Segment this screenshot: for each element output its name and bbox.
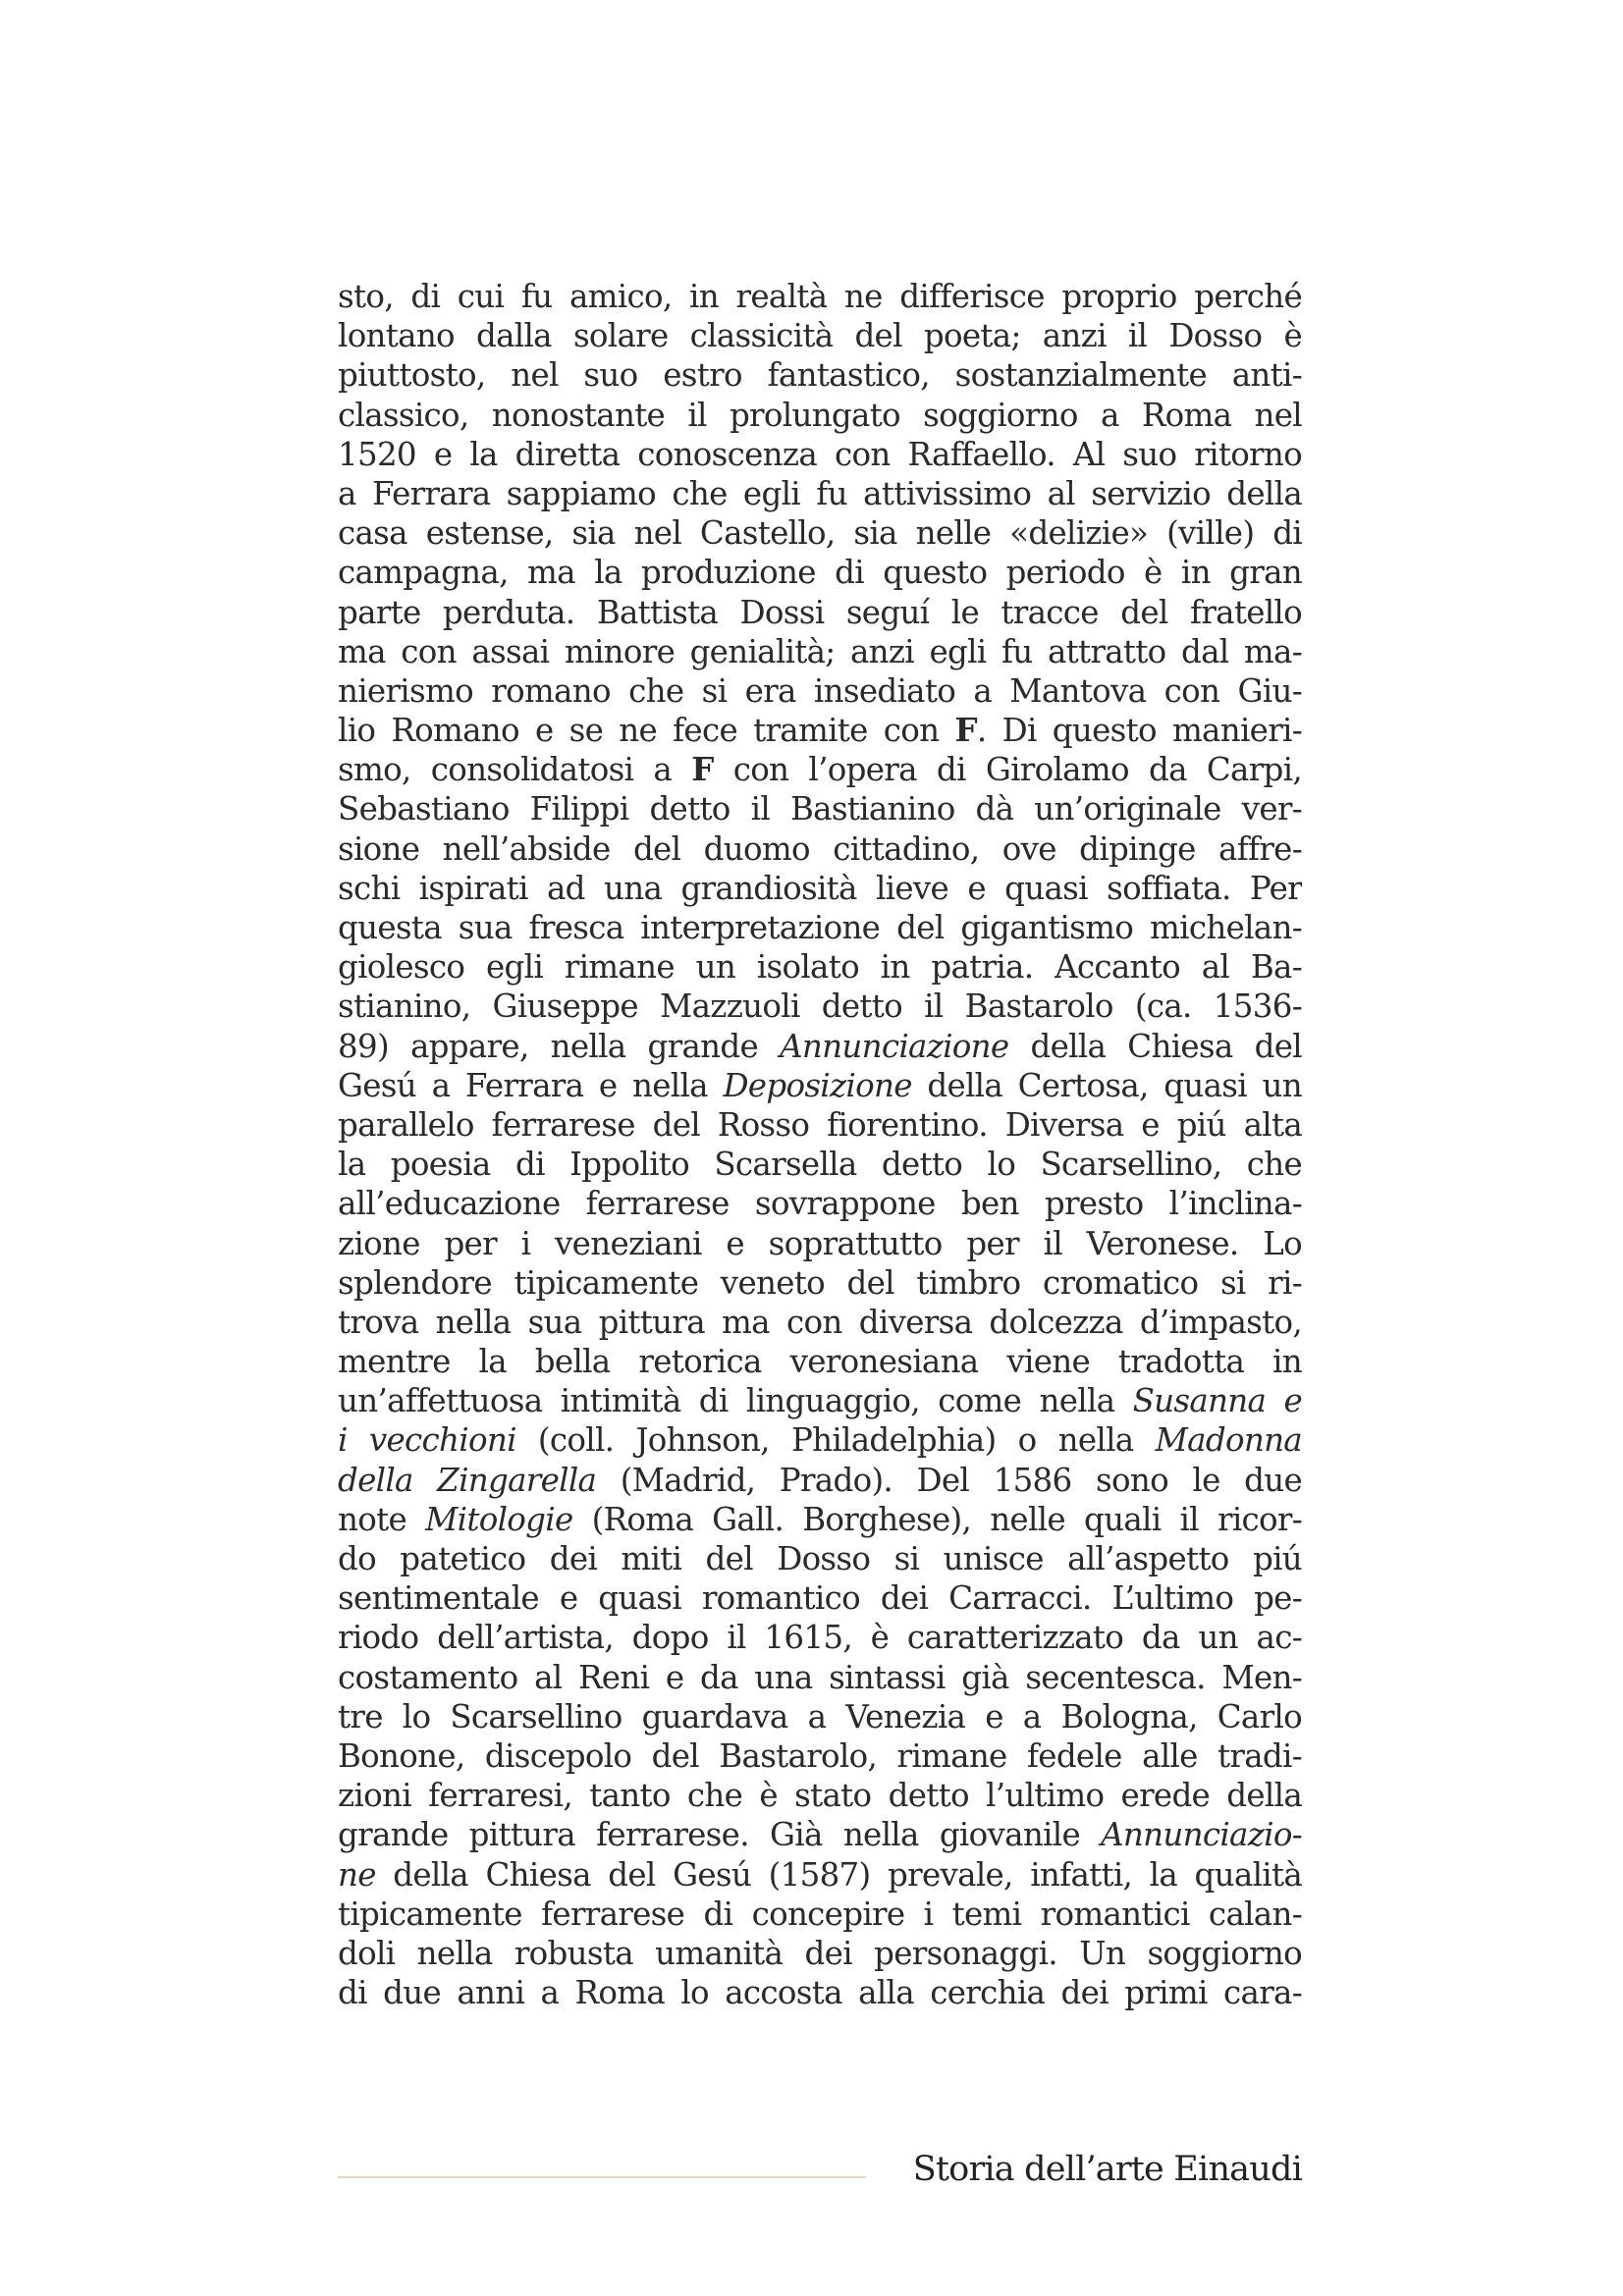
text-line bbox=[338, 277, 1302, 316]
text-run: della Chiesa del Gesú (1587) prevale, infatti, la qualità bbox=[375, 1855, 1302, 1894]
text-line bbox=[338, 1815, 1302, 1854]
text-line bbox=[338, 1658, 1302, 1697]
text-run: 89) appare, nella grande bbox=[338, 1027, 781, 1065]
bold-text: F bbox=[954, 711, 977, 750]
text-run: all’educazione ferrarese sovrappone ben presto l’inclina- bbox=[338, 1185, 1302, 1223]
text-line bbox=[338, 632, 1302, 671]
text-line bbox=[338, 1145, 1302, 1184]
italic-text: della Zingarella bbox=[338, 1461, 597, 1499]
text-line bbox=[338, 1224, 1302, 1263]
text-line bbox=[338, 987, 1302, 1026]
text-run: la poesia di Ippolito Scarsella detto lo Scarsellino, che bbox=[338, 1146, 1302, 1184]
text-line bbox=[338, 711, 1302, 750]
text-line bbox=[338, 1736, 1302, 1776]
text-run: trova nella sua pittura ma con diversa dolcezza d’impasto, bbox=[338, 1303, 1302, 1341]
text-line bbox=[338, 593, 1302, 632]
text-run: parallelo ferrarese del Rosso fiorentino. Diversa e piú alta bbox=[338, 1105, 1302, 1144]
text-run: parte perduta. Battista Dossi seguí le tracce del fratello bbox=[338, 593, 1302, 631]
text-line bbox=[338, 1539, 1302, 1578]
text-line bbox=[338, 1578, 1302, 1618]
text-run: stianino, Giuseppe Mazzuoli detto il Bastarolo (ca. 1536- bbox=[338, 988, 1302, 1026]
text-run: smo, consolidatosi a bbox=[338, 751, 692, 789]
text-line bbox=[338, 474, 1302, 513]
text-line bbox=[338, 1618, 1302, 1657]
text-run: . Di questo manieri- bbox=[976, 712, 1302, 750]
italic-text: ne bbox=[338, 1855, 376, 1894]
text-run: zione per i veneziani e soprattutto per il Veronese. Lo bbox=[338, 1224, 1302, 1262]
text-run: della Certosa, quasi un bbox=[911, 1066, 1302, 1104]
text-run: questa sua fresca interpretazione del gigantismo michelan- bbox=[338, 909, 1302, 946]
text-line bbox=[338, 1500, 1302, 1539]
text-line bbox=[338, 1855, 1302, 1895]
text-run: riodo dell’artista, dopo il 1615, è caratterizzato da un ac- bbox=[338, 1619, 1302, 1657]
text-run: Bonone, discepolo del Bastarolo, rimane fedele alle tradi- bbox=[338, 1736, 1302, 1775]
text-line bbox=[338, 1184, 1302, 1223]
text-run: mentre la bella retorica veronesiana viene tradotta in bbox=[338, 1343, 1302, 1381]
text-run: (coll. Johnson, Philadelphia) o nella bbox=[515, 1421, 1156, 1460]
italic-text: Deposizione bbox=[723, 1066, 912, 1104]
text-line bbox=[338, 396, 1302, 435]
text-run: schi ispirati ad una grandiosità lieve e quasi soffiata. Per bbox=[338, 869, 1302, 907]
italic-text: Annunciazione bbox=[780, 1027, 1009, 1065]
text-run: lio Romano e se ne fece tramite con bbox=[338, 712, 955, 750]
footer-title: Storia dell’arte Einaudi bbox=[912, 2150, 1302, 2189]
italic-text: i vecchioni bbox=[338, 1421, 516, 1460]
italic-text: Mitologie bbox=[425, 1500, 573, 1538]
text-line bbox=[338, 869, 1302, 908]
text-line bbox=[338, 1342, 1302, 1381]
text-line bbox=[338, 1973, 1302, 2012]
body-text bbox=[338, 277, 1302, 2012]
text-run: tre lo Scarsellino guardava a Venezia e a Bologna, Carlo bbox=[338, 1697, 1302, 1735]
text-run: con l’opera di Girolamo da Carpi, bbox=[713, 751, 1302, 789]
text-run: classico, nonostante il prolungato soggiorno a Roma nel bbox=[338, 396, 1302, 434]
text-run: (Roma Gall. Borghese), nelle quali il ricor- bbox=[572, 1500, 1302, 1538]
text-line bbox=[338, 1934, 1302, 1973]
text-run: Sebastiano Filippi detto il Bastianino dà un’originale ver- bbox=[338, 790, 1302, 828]
text-line bbox=[338, 1420, 1302, 1460]
bold-text: F bbox=[691, 750, 714, 789]
text-run: piuttosto, nel suo estro fantastico, sostanzialmente anti- bbox=[338, 356, 1302, 395]
text-run: casa estense, sia nel Castello, sia nelle «delizie» (ville) di bbox=[338, 514, 1302, 553]
text-line bbox=[338, 355, 1302, 395]
text-line bbox=[338, 671, 1302, 711]
text-run: un’affettuosa intimità di linguaggio, come nella bbox=[338, 1382, 1133, 1420]
text-line bbox=[338, 1027, 1302, 1066]
italic-text: Madonna bbox=[1155, 1421, 1302, 1460]
text-line bbox=[338, 1895, 1302, 1934]
text-run: a Ferrara sappiamo che egli fu attivissimo al servizio della bbox=[338, 474, 1302, 512]
text-line bbox=[338, 435, 1302, 474]
italic-text: Susanna e bbox=[1132, 1382, 1302, 1420]
text-run: do patetico dei miti del Dosso si unisce all’aspetto piú bbox=[338, 1540, 1302, 1577]
text-run: Gesú a Ferrara e nella bbox=[338, 1066, 724, 1104]
text-run: di due anni a Roma lo accosta alla cerchia dei primi cara- bbox=[338, 1974, 1302, 2012]
text-line bbox=[338, 553, 1302, 592]
text-line bbox=[338, 947, 1302, 987]
text-line bbox=[338, 829, 1302, 869]
text-run: sentimentale e quasi romantico dei Carracci. L’ultimo pe- bbox=[338, 1579, 1302, 1618]
text-run: splendore tipicamente veneto del timbro cromatico si ri- bbox=[338, 1263, 1302, 1302]
text-line bbox=[338, 1263, 1302, 1303]
italic-text: Annunciazio- bbox=[1101, 1816, 1302, 1854]
text-run: tipicamente ferrarese di concepire i temi romantici calan- bbox=[338, 1895, 1302, 1933]
text-run: (Madrid, Prado). Del 1586 sono le due bbox=[596, 1461, 1302, 1499]
text-run: lontano dalla solare classicità del poeta; anzi il Dosso è bbox=[338, 317, 1302, 355]
text-line bbox=[338, 1697, 1302, 1736]
text-run: grande pittura ferrarese. Già nella giovanile bbox=[338, 1816, 1102, 1854]
text-line bbox=[338, 1381, 1302, 1420]
text-line bbox=[338, 316, 1302, 355]
text-run: sto, di cui fu amico, in realtà ne differisce proprio perché bbox=[338, 278, 1302, 315]
text-run: 1520 e la diretta conoscenza con Raffaello. Al suo ritorno bbox=[338, 435, 1302, 473]
text-run: costamento al Reni e da una sintassi già secentesca. Men- bbox=[338, 1658, 1302, 1696]
text-run: della Chiesa del bbox=[1008, 1027, 1302, 1065]
text-line bbox=[338, 1105, 1302, 1145]
text-line bbox=[338, 513, 1302, 553]
text-run: nierismo romano che si era insediato a Mantova con Giu- bbox=[338, 671, 1302, 710]
text-line bbox=[338, 908, 1302, 947]
text-run: sione nell’abside del duomo cittadino, ove dipinge affre- bbox=[338, 829, 1302, 868]
text-run: note bbox=[338, 1500, 426, 1538]
text-line bbox=[338, 750, 1302, 789]
footer-rule bbox=[338, 2176, 866, 2178]
text-run: ma con assai minore genialità; anzi egli fu attratto dal ma- bbox=[338, 632, 1302, 670]
text-line bbox=[338, 1461, 1302, 1500]
text-run: giolesco egli rimane un isolato in patria. Accanto al Ba- bbox=[338, 948, 1302, 987]
text-run: zioni ferraresi, tanto che è stato detto l’ultimo erede della bbox=[338, 1777, 1302, 1815]
page-footer bbox=[338, 2150, 1302, 2199]
text-line bbox=[338, 789, 1302, 828]
text-run: doli nella robusta umanità dei personaggi. Un soggiorno bbox=[338, 1934, 1302, 1972]
text-line bbox=[338, 1303, 1302, 1342]
text-line bbox=[338, 1066, 1302, 1105]
text-run: campagna, ma la produzione di questo periodo è in gran bbox=[338, 554, 1302, 592]
text-line bbox=[338, 1776, 1302, 1815]
